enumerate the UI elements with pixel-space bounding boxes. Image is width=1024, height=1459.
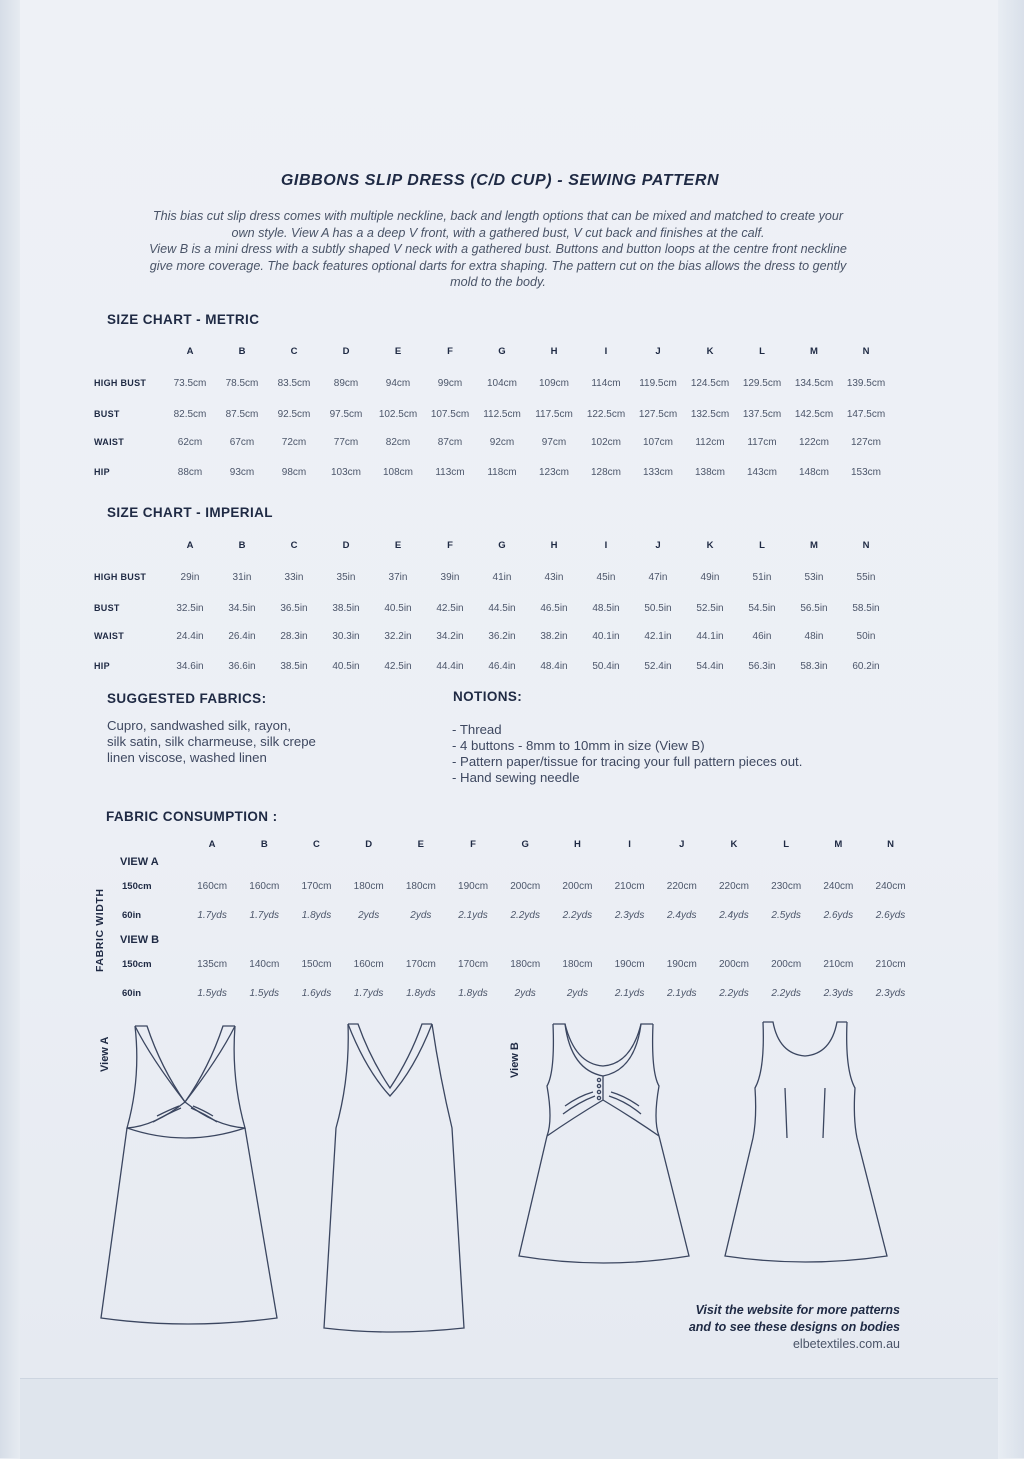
consumption-value: 2.2yds	[562, 910, 593, 921]
measurement-value: 138cm	[694, 466, 725, 478]
measurement-value: 92.5cm	[277, 408, 311, 420]
measurement-value: 142.5cm	[794, 408, 834, 420]
consumption-value: 2.3yds	[614, 910, 645, 921]
size-column-header: I	[628, 838, 631, 850]
measurement-value: 148cm	[798, 466, 829, 478]
size-column-header: A	[186, 345, 194, 357]
footer-line-1: Visit the website for more patterns	[695, 1303, 900, 1317]
measurement-value: 77cm	[333, 436, 359, 448]
metric-size-table	[88, 336, 892, 488]
measurement-row	[88, 400, 892, 428]
measurement-value: 133cm	[642, 466, 673, 478]
consumption-value: 2.2yds	[719, 988, 749, 999]
measurement-value: 32.5in	[176, 602, 204, 614]
size-column-header: I	[604, 539, 608, 551]
measurement-row	[88, 650, 892, 682]
measurement-value: 113cm	[435, 466, 465, 478]
measurement-value: 34.2in	[436, 630, 464, 642]
notion-line: - 4 buttons - 8mm to 10mm in size (View B)	[452, 738, 705, 753]
consumption-value: 170cm	[458, 959, 489, 970]
measurement-value: 35in	[336, 571, 356, 583]
size-column-header: D	[342, 345, 350, 357]
consumption-value: 230cm	[771, 881, 802, 892]
measurement-value: 38.2in	[540, 630, 568, 642]
size-column-header: L	[783, 838, 790, 850]
measurement-row	[88, 594, 892, 622]
view-b-front-illustration	[513, 1020, 693, 1280]
measurement-value: 42.1in	[644, 630, 672, 642]
consumption-value: 2.3yds	[823, 988, 854, 999]
size-header-row	[88, 336, 892, 366]
consumption-value: 1.5yds	[249, 988, 280, 999]
intro-line: mold to the body.	[450, 275, 546, 290]
measurement-value: 48in	[804, 630, 824, 642]
measurement-label: WAIST	[94, 631, 124, 641]
consumption-value: 190cm	[666, 959, 697, 970]
fabric-line: linen viscose, washed linen	[107, 750, 267, 765]
measurement-label: HIGH BUST	[94, 572, 147, 582]
fabric-width-value: 60in	[122, 910, 142, 921]
measurement-value: 58.5in	[852, 602, 880, 614]
size-column-header: J	[655, 539, 661, 551]
size-column-header: C	[313, 838, 320, 850]
consumption-value: 2.3yds	[875, 988, 906, 999]
measurement-value: 42.5in	[436, 602, 464, 614]
measurement-value: 139.5cm	[846, 377, 886, 389]
consumption-row	[116, 979, 917, 1008]
size-column-header: B	[238, 539, 246, 551]
consumption-value: 180cm	[510, 959, 541, 970]
intro-line: own style. View A has a a deep V front, with a gathered bust, V cut back and finishes at the calf.	[231, 225, 765, 240]
measurement-value: 38.5in	[332, 602, 360, 614]
measurement-label: HIP	[94, 661, 110, 671]
measurement-row	[88, 456, 892, 488]
measurement-value: 134.5cm	[794, 377, 834, 389]
measurement-value: 40.5in	[332, 660, 360, 672]
measurement-value: 114cm	[591, 377, 621, 389]
consumption-value: 160cm	[249, 881, 280, 892]
consumption-value: 180cm	[562, 959, 593, 970]
size-column-header: K	[706, 539, 714, 551]
imperial-size-table	[88, 530, 892, 682]
size-column-header: J	[679, 838, 685, 850]
consumption-value: 170cm	[405, 959, 436, 970]
view-b-back-illustration	[715, 1018, 895, 1278]
consumption-value: 2.2yds	[510, 910, 540, 921]
measurement-value: 46.4in	[488, 660, 516, 672]
consumption-value: 2.1yds	[614, 988, 645, 999]
size-column-header: B	[260, 838, 268, 850]
consumption-value: 240cm	[875, 881, 906, 892]
measurement-value: 117cm	[747, 436, 777, 448]
measurement-value: 92cm	[489, 436, 515, 448]
size-column-header: K	[730, 838, 738, 850]
measurement-value: 46.5in	[540, 602, 568, 614]
size-column-header: A	[186, 539, 194, 551]
size-column-header: C	[290, 539, 298, 551]
measurement-value: 122cm	[798, 436, 829, 448]
envelope-bottom-flap	[20, 1378, 998, 1459]
header-spacer	[88, 530, 164, 560]
measurement-value: 102.5cm	[378, 408, 418, 420]
consumption-value: 200cm	[771, 959, 802, 970]
view-a-label: View A	[99, 1036, 111, 1072]
measurement-value: 60.2in	[852, 660, 880, 672]
measurement-value: 50in	[856, 630, 876, 642]
metric-heading: SIZE CHART - METRIC	[107, 312, 260, 327]
consumption-value: 2yds	[566, 988, 588, 999]
measurement-value: 56.5in	[800, 602, 828, 614]
consumption-value: 170cm	[301, 881, 332, 892]
measurement-value: 103cm	[330, 466, 361, 478]
consumption-value: 2yds	[514, 988, 536, 999]
size-column-header: F	[447, 539, 453, 551]
size-column-header: K	[706, 345, 714, 357]
measurement-label: WAIST	[94, 437, 124, 447]
measurement-value: 48.4in	[540, 660, 568, 672]
consumption-value: 1.8yds	[458, 988, 488, 999]
measurement-value: 50.5in	[644, 602, 672, 614]
measurement-value: 51in	[752, 571, 772, 583]
measurement-value: 28.3in	[280, 630, 308, 642]
measurement-value: 54.4in	[696, 660, 724, 672]
measurement-value: 89cm	[333, 377, 359, 389]
size-column-header: C	[290, 345, 298, 357]
measurement-value: 124.5cm	[690, 377, 730, 389]
consumption-value: 2yds	[410, 910, 432, 921]
measurement-label: BUST	[94, 603, 120, 613]
imperial-heading: SIZE CHART - IMPERIAL	[107, 505, 273, 520]
measurement-value: 44.5in	[488, 602, 516, 614]
measurement-value: 82.5cm	[173, 408, 207, 420]
size-column-header: D	[342, 539, 350, 551]
fabrics-heading: SUGGESTED FABRICS:	[107, 691, 267, 706]
measurement-value: 118cm	[487, 466, 517, 478]
measurement-value: 36.2in	[488, 630, 516, 642]
size-column-header: I	[604, 345, 608, 357]
consumption-value: 1.8yds	[406, 988, 436, 999]
size-column-header: G	[498, 345, 506, 357]
measurement-value: 29in	[180, 571, 200, 583]
size-column-header: H	[573, 838, 581, 850]
consumption-value: 2.4yds	[719, 910, 749, 921]
measurement-value: 52.5in	[696, 602, 724, 614]
measurement-value: 52.4in	[644, 660, 672, 672]
measurement-value: 143cm	[746, 466, 777, 478]
size-column-header: L	[759, 539, 765, 551]
consumption-row	[116, 872, 917, 901]
consumption-value: 2.5yds	[771, 910, 801, 921]
consumption-value: 1.7yds	[249, 910, 280, 921]
measurement-value: 104cm	[486, 377, 517, 389]
consumption-value: 2yds	[358, 910, 380, 921]
measurement-value: 153cm	[850, 466, 881, 478]
measurement-value: 97.5cm	[329, 408, 363, 420]
view-b-label: View B	[509, 1042, 521, 1078]
view-row	[116, 930, 917, 950]
notions-list	[452, 722, 902, 786]
notion-line: - Pattern paper/tissue for tracing your full pattern pieces out.	[452, 754, 803, 769]
measurement-value: 42.5in	[384, 660, 412, 672]
measurement-value: 32.2in	[384, 630, 412, 642]
size-column-header: M	[810, 345, 818, 357]
consumption-value: 200cm	[510, 881, 541, 892]
envelope-right-flap	[998, 0, 1024, 1458]
measurement-value: 83.5cm	[277, 377, 311, 389]
size-column-header: F	[470, 838, 476, 850]
consumption-value: 1.8yds	[301, 910, 332, 921]
consumption-value: 2.6yds	[875, 910, 906, 921]
measurement-value: 123cm	[538, 466, 569, 478]
measurement-value: 78.5cm	[225, 377, 259, 389]
measurement-value: 73.5cm	[173, 377, 207, 389]
measurement-value: 49in	[700, 571, 720, 583]
measurement-value: 58.3in	[800, 660, 828, 672]
consumption-value: 1.6yds	[301, 988, 332, 999]
measurement-value: 36.6in	[228, 660, 256, 672]
measurement-label: BUST	[94, 409, 120, 419]
measurement-value: 102cm	[590, 436, 621, 448]
size-column-header: E	[417, 838, 425, 850]
measurement-value: 87.5cm	[225, 408, 259, 420]
fabric-width-value: 150cm	[122, 959, 152, 970]
measurement-value: 50.4in	[592, 660, 620, 672]
measurement-value: 44.1in	[696, 630, 724, 642]
consumption-value: 150cm	[301, 959, 332, 970]
measurement-value: 127.5cm	[638, 408, 678, 420]
measurement-value: 43in	[544, 571, 564, 583]
size-column-header: G	[521, 838, 529, 850]
intro-line: give more coverage. The back features optional darts for extra shaping. The pattern cut on the bias allows the dress to gently	[149, 258, 847, 273]
size-column-header: J	[655, 345, 661, 357]
measurement-value: 132.5cm	[690, 408, 730, 420]
consumption-value: 190cm	[458, 881, 489, 892]
size-column-header: M	[810, 539, 818, 551]
size-column-header: N	[862, 345, 870, 357]
intro-line: View B is a mini dress with a subtly shaped V neck with a gathered bust. Buttons and button loops at the centre front neckline	[149, 242, 847, 257]
measurement-value: 82cm	[385, 436, 411, 448]
consumption-value: 220cm	[666, 881, 697, 892]
measurement-value: 98cm	[281, 466, 307, 478]
measurement-value: 94cm	[385, 377, 411, 389]
measurement-value: 46in	[752, 630, 772, 642]
measurement-value: 38.5in	[280, 660, 308, 672]
consumption-value: 2.1yds	[667, 988, 697, 999]
fabric-width-label: FABRIC WIDTH	[94, 888, 106, 972]
consumption-value: 1.7yds	[197, 910, 227, 921]
envelope-left-flap	[0, 0, 20, 1458]
size-column-header: H	[550, 345, 558, 357]
size-header-row	[88, 530, 892, 560]
view-a-back-illustration	[300, 1018, 480, 1348]
size-column-header: N	[887, 838, 894, 850]
measurement-row	[88, 560, 892, 594]
view-label: VIEW B	[120, 934, 160, 946]
measurement-value: 40.1in	[592, 630, 620, 642]
consumption-value: 2.4yds	[667, 910, 697, 921]
consumption-value: 200cm	[562, 881, 593, 892]
consumption-value: 2.2yds	[771, 988, 801, 999]
measurement-value: 107.5cm	[430, 408, 470, 420]
measurement-row	[88, 622, 892, 650]
view-row	[116, 852, 917, 872]
consumption-value: 210cm	[823, 959, 854, 970]
measurement-value: 34.5in	[228, 602, 256, 614]
measurement-value: 40.5in	[384, 602, 412, 614]
size-column-header: H	[550, 539, 558, 551]
measurement-value: 33in	[284, 571, 304, 583]
measurement-value: 48.5in	[592, 602, 620, 614]
notion-line: - Thread	[452, 722, 502, 737]
size-column-header: N	[862, 539, 870, 551]
fabrics-list	[107, 718, 407, 766]
measurement-row	[88, 428, 892, 456]
fabric-width-value: 150cm	[122, 881, 152, 892]
measurement-value: 99cm	[437, 377, 463, 389]
measurement-label: HIP	[94, 467, 110, 477]
consumption-value: 135cm	[197, 959, 228, 970]
measurement-value: 54.5in	[748, 602, 776, 614]
fabric-consumption-table	[116, 836, 917, 1008]
measurement-value: 37in	[388, 571, 408, 583]
size-column-header: D	[365, 838, 373, 850]
measurement-value: 122.5cm	[586, 408, 626, 420]
fabric-width-value: 60in	[122, 988, 142, 999]
consumption-value: 2.6yds	[823, 910, 854, 921]
measurement-value: 109cm	[538, 377, 569, 389]
consumption-value: 1.5yds	[197, 988, 227, 999]
consumption-value: 200cm	[718, 959, 749, 970]
header-spacer	[88, 336, 164, 366]
measurement-label: HIGH BUST	[94, 378, 147, 388]
consumption-value: 190cm	[614, 959, 645, 970]
measurement-value: 36.5in	[280, 602, 308, 614]
size-column-header: A	[208, 838, 216, 850]
measurement-value: 72cm	[281, 436, 307, 448]
header-spacer	[116, 836, 186, 852]
notion-line: - Hand sewing needle	[452, 770, 580, 785]
intro-text	[88, 208, 908, 291]
size-column-header: G	[498, 539, 506, 551]
consumption-value: 210cm	[614, 881, 645, 892]
size-column-header: B	[238, 345, 246, 357]
measurement-value: 127cm	[850, 436, 881, 448]
measurement-value: 62cm	[177, 436, 203, 448]
measurement-value: 87cm	[437, 436, 463, 448]
measurement-value: 117.5cm	[535, 408, 573, 420]
measurement-value: 26.4in	[228, 630, 256, 642]
measurement-value: 108cm	[382, 466, 413, 478]
consumption-value: 210cm	[875, 959, 906, 970]
consumption-value: 220cm	[718, 881, 749, 892]
consumption-value: 140cm	[249, 959, 280, 970]
size-column-header: E	[394, 345, 402, 357]
size-header-row	[116, 836, 917, 852]
fabric-line: Cupro, sandwashed silk, rayon,	[107, 718, 291, 733]
intro-line: This bias cut slip dress comes with multiple neckline, back and length options that can be mixed and matched to create your	[152, 209, 844, 223]
consumption-value: 2.1yds	[458, 910, 488, 921]
measurement-value: 112cm	[695, 436, 725, 448]
measurement-value: 24.4in	[176, 630, 204, 642]
measurement-value: 41in	[492, 571, 512, 583]
measurement-value: 31in	[232, 571, 252, 583]
footer-promo	[600, 1302, 900, 1353]
consumption-value: 160cm	[197, 881, 228, 892]
measurement-value: 107cm	[642, 436, 673, 448]
view-label: VIEW A	[120, 856, 159, 868]
size-column-header: L	[759, 345, 765, 357]
measurement-value: 53in	[804, 571, 824, 583]
view-a-front-illustration	[95, 1018, 285, 1348]
measurement-value: 97cm	[541, 436, 567, 448]
measurement-value: 67cm	[229, 436, 255, 448]
consumption-value: 1.7yds	[353, 988, 384, 999]
measurement-value: 119.5cm	[639, 377, 677, 389]
consumption-value: 160cm	[353, 959, 384, 970]
size-column-header: F	[447, 345, 453, 357]
measurement-value: 30.3in	[332, 630, 360, 642]
measurement-value: 47in	[648, 571, 668, 583]
measurement-value: 39in	[440, 571, 460, 583]
measurement-value: 44.4in	[436, 660, 464, 672]
measurement-value: 129.5cm	[742, 377, 782, 389]
notions-heading: NOTIONS:	[453, 689, 523, 704]
consumption-heading: FABRIC CONSUMPTION :	[106, 809, 278, 824]
consumption-row	[116, 901, 917, 930]
measurement-row	[88, 366, 892, 400]
measurement-value: 112.5cm	[483, 408, 521, 420]
measurement-value: 128cm	[590, 466, 621, 478]
size-column-header: E	[394, 539, 402, 551]
measurement-value: 147.5cm	[846, 408, 886, 420]
consumption-value: 180cm	[353, 881, 384, 892]
fabric-line: silk satin, silk charmeuse, silk crepe	[107, 734, 316, 749]
measurement-value: 55in	[856, 571, 876, 583]
size-column-header: M	[834, 838, 843, 850]
measurement-value: 137.5cm	[742, 408, 782, 420]
measurement-value: 93cm	[229, 466, 255, 478]
website-link[interactable]: elbetextiles.com.au	[792, 1337, 900, 1351]
measurement-value: 45in	[596, 571, 616, 583]
measurement-value: 34.6in	[176, 660, 204, 672]
consumption-value: 240cm	[823, 881, 854, 892]
consumption-row	[116, 950, 917, 979]
footer-line-2: and to see these designs on bodies	[688, 1320, 900, 1334]
consumption-value: 180cm	[405, 881, 436, 892]
measurement-value: 56.3in	[748, 660, 776, 672]
measurement-value: 88cm	[177, 466, 203, 478]
page-title: GIBBONS SLIP DRESS (C/D CUP) - SEWING PATTERN	[280, 172, 720, 189]
